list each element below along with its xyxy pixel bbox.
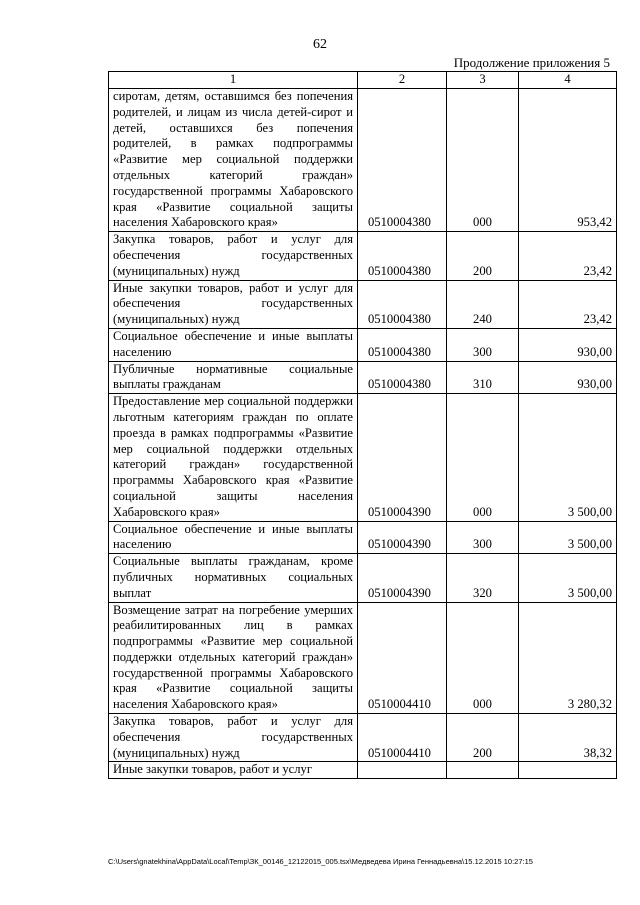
row-description: Иные закупки товаров, работ и услуг [109,762,358,779]
row-expense-type: 200 [447,232,519,280]
row-target-code [358,762,447,779]
table-row [109,521,617,554]
row-amount: 3 500,00 [519,521,617,554]
row-description: Иные закупки товаров, работ и услуг для обеспечения государственных (муниципальных) нужд [109,280,358,328]
row-expense-type: 320 [447,554,519,602]
row-expense-type [447,762,519,779]
row-expense-type: 000 [447,602,519,714]
row-amount: 930,00 [519,361,617,394]
row-amount: 23,42 [519,232,617,280]
row-target-code: 0510004390 [358,521,447,554]
row-expense-type: 310 [447,361,519,394]
header-row [109,72,617,89]
row-description: Закупка товаров, работ и услуг для обеспечения государственных (муниципальных) нужд [109,232,358,280]
row-amount: 953,42 [519,89,617,232]
table-row [109,328,617,361]
row-amount: 23,42 [519,280,617,328]
table-row [109,232,617,280]
table-row [109,762,617,779]
continuation-label: Продолжение приложения 5 [453,55,610,70]
page-number: 62 [313,37,327,52]
row-description: Закупка товаров, работ и услуг для обеспечения государственных (муниципальных) нужд [109,714,358,762]
row-amount: 930,00 [519,328,617,361]
row-target-code: 0510004380 [358,280,447,328]
row-target-code: 0510004380 [358,89,447,232]
header-col-1: 1 [109,72,358,89]
row-target-code: 0510004390 [358,554,447,602]
row-target-code: 0510004410 [358,602,447,714]
table-row [109,89,617,232]
row-expense-type: 000 [447,89,519,232]
row-expense-type: 300 [447,521,519,554]
row-description: Предоставление мер социальной поддержки льготным категориям граждан по оплате проезда в рамках подпрограммы «Развитие мер социальной поддержки отдельных категорий граждан» государственной программы Хабаровского края «Развитие социальной защиты населения Хабаровского края» [109,394,358,521]
row-description: Социальные выплаты гражданам, кроме публичных нормативных социальных выплат [109,554,358,602]
table-row [109,602,617,714]
header-col-4: 4 [519,72,617,89]
row-description: Социальное обеспечение и иные выплаты населению [109,328,358,361]
row-target-code: 0510004380 [358,232,447,280]
footer-path: C:\Users\gnatekhina\AppData\Local\Temp\ЗК_00146_12122015_005.tsx\Медведева Ирина Геннадьевна\15.12.2015 10:27:15 [108,857,533,866]
table-row [109,714,617,762]
row-amount: 3 280,32 [519,602,617,714]
row-expense-type: 200 [447,714,519,762]
row-amount: 3 500,00 [519,554,617,602]
budget-table [108,71,617,779]
row-target-code: 0510004390 [358,394,447,521]
row-description: сиротам, детям, оставшимся без попечения родителей, и лицам из числа детей-сирот и детей, оставшихся без попечения родителей, в рамках подпрограммы «Развитие мер социальной поддержки отдельных категорий граждан» государственной программы Хабаровского края «Развитие социальной защиты населения Хабаровского края» [109,89,358,232]
row-expense-type: 300 [447,328,519,361]
table-row [109,394,617,521]
row-description: Социальное обеспечение и иные выплаты населению [109,521,358,554]
row-expense-type: 000 [447,394,519,521]
table-row [109,280,617,328]
row-target-code: 0510004410 [358,714,447,762]
row-target-code: 0510004380 [358,328,447,361]
row-target-code: 0510004380 [358,361,447,394]
table-row [109,554,617,602]
row-description: Возмещение затрат на погребение умерших реабилитированных лиц в рамках подпрограммы «Развитие мер социальной поддержки отдельных категорий граждан» государственной программы Хабаровского края «Развитие социальной защиты населения Хабаровского края» [109,602,358,714]
row-expense-type: 240 [447,280,519,328]
table-row [109,361,617,394]
header-col-2: 2 [358,72,447,89]
header-col-3: 3 [447,72,519,89]
row-amount [519,762,617,779]
row-amount: 3 500,00 [519,394,617,521]
row-description: Публичные нормативные социальные выплаты гражданам [109,361,358,394]
row-amount: 38,32 [519,714,617,762]
table-body [109,89,617,779]
